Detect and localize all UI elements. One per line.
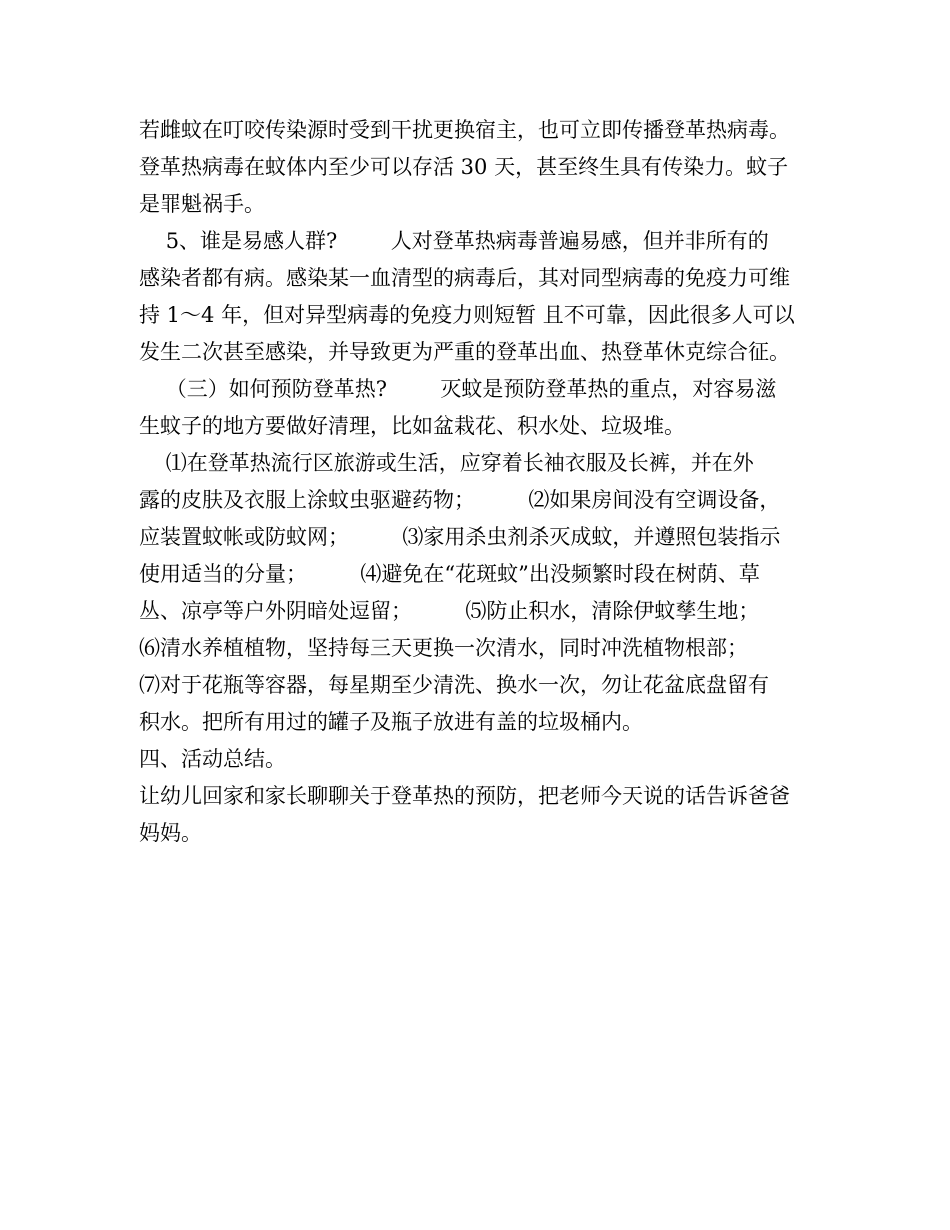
text-line: （三）如何预防登革热? 灭蚊是预防登革热的重点，对容易滋 <box>139 377 777 401</box>
text-line: 持 1～4 年，但对异型病毒的免疫力则短暂 且不可靠，因此很多人可以 <box>139 303 795 327</box>
text-line: ⑹清水养植植物，坚持每三天更换一次清水，同时冲洗植物根部； <box>139 636 748 660</box>
section-heading: 四、活动总结。 <box>139 747 286 771</box>
text-line: 是罪魁祸手。 <box>139 192 265 216</box>
text-line: 若雌蚊在叮咬传染源时受到干扰更换宿主，也可立即传播登革热病毒。 <box>139 118 790 142</box>
text-line: 妈妈。 <box>139 821 202 845</box>
text-line: 使用适当的分量； ⑷避免在“花斑蚊”出没频繁时段在树荫、草 <box>139 562 760 586</box>
text-line: 露的皮肤及衣服上涂蚊虫驱避药物； ⑵如果房间没有空调设备， <box>139 488 781 512</box>
text-line: 让幼儿回家和家长聊聊关于登革热的预防，把老师今天说的话告诉爸爸 <box>139 784 790 808</box>
text-line: 感染者都有病。感染某一血清型的病毒后，其对同型病毒的免疫力可维 <box>139 266 790 290</box>
text-line: ⑺对于花瓶等容器，每星期至少清洗、换水一次，勿让花盆底盘留有 <box>139 673 769 697</box>
text-line: ⑴在登革热流行区旅游或生活，应穿着长袖衣服及长裤，并在外 <box>139 451 754 475</box>
text-line: 丛、凉亭等户外阴暗处逗留； ⑸防止积水，清除伊蚊孳生地； <box>139 599 760 623</box>
text-line: 5、谁是易感人群? 人对登革热病毒普遍易感，但并非所有的 <box>139 229 769 253</box>
text-line: 应装置蚊帐或防蚊网； ⑶家用杀虫剂杀灭成蚊，并遵照包装指示 <box>139 525 781 549</box>
text-line: 发生二次甚至感染，并导致更为严重的登革出血、热登革休克综合征。 <box>139 340 790 364</box>
text-line: 积水。把所有用过的罐子及瓶子放进有盖的垃圾桶内。 <box>139 710 643 734</box>
text-line: 生蚊子的地方要做好清理，比如盆栽花、积水处、垃圾堆。 <box>139 414 685 438</box>
text-line: 登革热病毒在蚊体内至少可以存活 30 天，甚至终生具有传染力。蚊子 <box>139 155 789 179</box>
